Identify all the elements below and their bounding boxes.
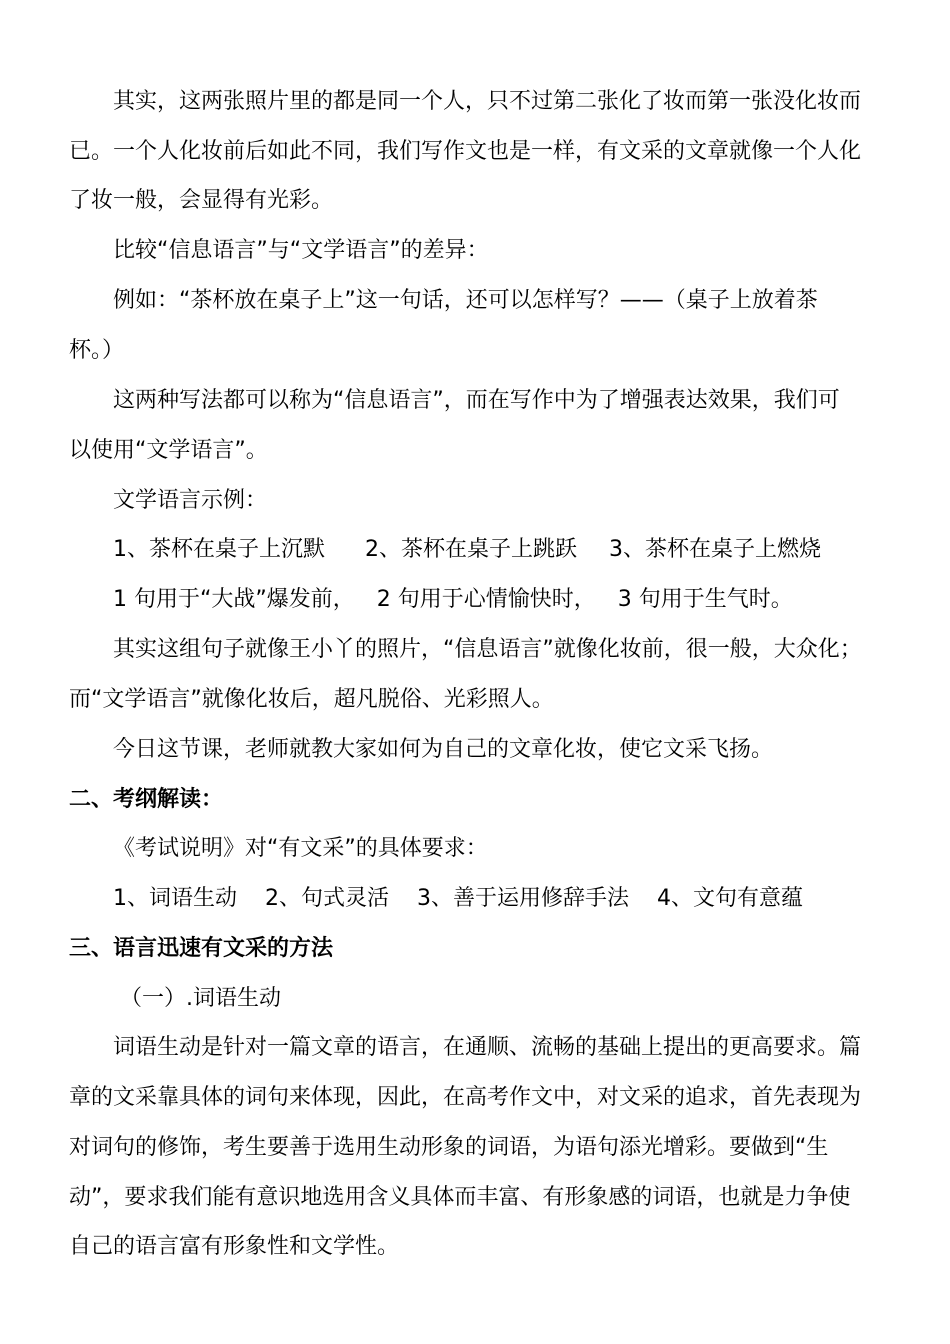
lit-example-item: 3、茶杯在桌子上燃烧 xyxy=(609,537,821,562)
paragraph-line: 今日这节课，老师就教大家如何为自己的文章化妆，使它文采飞扬。 xyxy=(113,737,774,762)
subsection-heading: （一）.词语生动 xyxy=(120,986,281,1011)
requirement-item: 1、词语生动 xyxy=(113,886,237,911)
paragraph-line: 这两种写法都可以称为“信息语言”，而在写作中为了增强表达效果，我们可 xyxy=(113,388,840,413)
lit-example-item: 1、茶杯在桌子上沉默 xyxy=(113,537,325,562)
requirement-item: 4、文句有意蕴 xyxy=(657,886,803,911)
usage-row xyxy=(113,585,883,615)
requirement-item: 3、善于运用修辞手法 xyxy=(417,886,629,911)
lit-example-title: 文学语言示例： xyxy=(113,488,268,513)
usage-item: 1 句用于“大战”爆发前， xyxy=(113,587,355,612)
paragraph-line: 词语生动是针对一篇文章的语言，在通顺、流畅的基础上提出的更高要求。篇 xyxy=(113,1035,862,1060)
compare-line: 比较“信息语言”与“文学语言”的差异： xyxy=(113,238,489,263)
lit-example-item: 2、茶杯在桌子上跳跃 xyxy=(365,537,577,562)
paragraph-line: 其实这组句子就像王小丫的照片，“信息语言”就像化妆前，很一般，大众化； xyxy=(113,637,862,662)
lit-examples-row xyxy=(113,535,883,565)
paragraph-line: 了妆一般，会显得有光彩。 xyxy=(69,188,334,213)
paragraph-line: 以使用“文学语言”。 xyxy=(69,438,268,463)
requirement-item: 2、句式灵活 xyxy=(265,886,389,911)
requirements-row xyxy=(113,884,883,914)
paragraph-line: 章的文采靠具体的词句来体现，因此，在高考作文中，对文采的追求，首先表现为 xyxy=(69,1085,862,1110)
usage-item: 3 句用于生气时。 xyxy=(617,587,793,612)
paragraph-line: 而“文学语言”就像化妆后，超凡脱俗、光彩照人。 xyxy=(69,687,554,712)
example-line: 杯。） xyxy=(69,338,125,363)
paragraph-line: 对词句的修饰，考生要善于选用生动形象的词语，为语句添光增彩。要做到“生 xyxy=(69,1135,829,1160)
section-heading: 三、语言迅速有文采的方法 xyxy=(69,936,334,961)
usage-item: 2 句用于心情愉快时， xyxy=(376,587,596,612)
example-line: 例如：“茶杯放在桌子上”这一句话，还可以怎样写？——（桌子上放着茶 xyxy=(113,288,818,313)
paragraph-line: 其实，这两张照片里的都是同一个人，只不过第二张化了妆而第一张没化妆而 xyxy=(113,89,862,114)
paragraph-line: 动”，要求我们能有意识地选用含义具体而丰富、有形象感的词语，也就是力争使 xyxy=(69,1185,851,1210)
paragraph-line: 已。一个人化妆前后如此不同，我们写作文也是一样，有文采的文章就像一个人化 xyxy=(69,139,862,164)
section-intro: 《考试说明》对“有文采”的具体要求： xyxy=(113,836,488,861)
paragraph-line: 自己的语言富有形象性和文学性。 xyxy=(69,1234,400,1259)
section-heading: 二、考纲解读： xyxy=(69,787,224,812)
